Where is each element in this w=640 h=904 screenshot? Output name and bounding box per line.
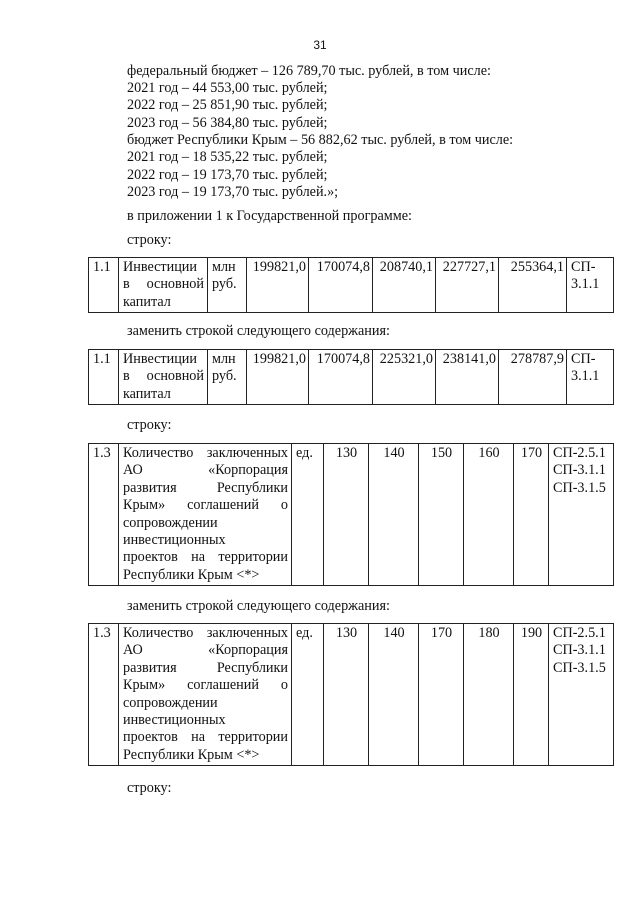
intro-line: бюджет Республики Крым – 56 882,62 тыс. рублей, в том числе: (127, 132, 514, 148)
value-cell: 227727,1 (436, 258, 499, 313)
value-cell: 160 (464, 444, 514, 586)
indicator-name (119, 444, 292, 586)
label-replace-1: заменить строкой следующего содержания: (127, 323, 390, 339)
row-number: 1.1 (89, 350, 119, 405)
name-line: Инвестиции (123, 351, 197, 367)
value-cell: 140 (369, 444, 419, 586)
name-line: инвестиционных (123, 712, 226, 729)
intro-line: 2022 год – 19 173,70 тыс. рублей; (127, 167, 328, 183)
value-cell: 199821,0 (247, 258, 309, 313)
value-cell: 255364,1 (499, 258, 567, 313)
label-replace-2: заменить строкой следующего содержания: (127, 598, 390, 614)
code-line: СП-3.1.5 (553, 659, 606, 676)
table-row-1-3-replacement (88, 623, 614, 766)
value-cell: 170074,8 (309, 258, 373, 313)
table-row (89, 350, 614, 405)
code-line: СП-3.1.1 (553, 642, 606, 659)
intro-line: 2022 год – 25 851,90 тыс. рублей; (127, 97, 328, 113)
code-line: СП- (571, 259, 596, 275)
unit-cell: ед. (292, 444, 324, 586)
name-line: Крым» соглашений о (123, 677, 288, 694)
row-number: 1.3 (89, 444, 119, 586)
name-line: в основной (123, 276, 204, 293)
intro-line: федеральный бюджет – 126 789,70 тыс. рублей, в том числе: (127, 63, 491, 79)
row-number: 1.3 (89, 624, 119, 766)
name-line: Республики Крым <*> (123, 566, 260, 583)
code-cell (549, 624, 614, 766)
name-line: развития Республики (123, 479, 288, 496)
name-line: развития Республики (123, 659, 288, 676)
name-line: Количество заключенных (123, 445, 288, 461)
table-row-1-1-original (88, 257, 614, 313)
code-cell (567, 258, 614, 313)
code-line: СП-2.5.1 (553, 625, 606, 641)
unit-line: млн (212, 259, 236, 275)
appendix-heading: в приложении 1 к Государственной программе: (127, 208, 412, 224)
value-cell: 208740,1 (373, 258, 436, 313)
code-line: СП-3.1.5 (553, 479, 606, 496)
value-cell: 225321,0 (373, 350, 436, 405)
intro-line: 2023 год – 56 384,80 тыс. рублей; (127, 115, 328, 131)
value-cell: 170 (514, 444, 549, 586)
name-line: сопровождении (123, 514, 218, 531)
code-line: 3.1.1 (571, 276, 600, 293)
table-row (89, 258, 614, 313)
value-cell: 140 (369, 624, 419, 766)
value-cell: 180 (464, 624, 514, 766)
name-line: Крым» соглашений о (123, 497, 288, 514)
name-line: капитал (123, 293, 171, 310)
indicator-name (119, 624, 292, 766)
name-line: проектов на территории (123, 549, 288, 566)
indicator-name (119, 350, 208, 405)
indicator-name (119, 258, 208, 313)
unit-cell (208, 350, 247, 405)
code-cell (567, 350, 614, 405)
value-cell: 190 (514, 624, 549, 766)
page-number: 31 (313, 38, 327, 52)
code-line: 3.1.1 (571, 368, 600, 385)
code-line: СП-2.5.1 (553, 445, 606, 461)
unit-line: руб. (212, 276, 237, 293)
name-line: АО «Корпорация (123, 462, 288, 479)
intro-line: 2021 год – 18 535,22 тыс. рублей; (127, 149, 328, 165)
unit-line: млн (212, 351, 236, 367)
unit-line: руб. (212, 368, 237, 385)
table-row-1-1-replacement (88, 349, 614, 405)
name-line: АО «Корпорация (123, 642, 288, 659)
table-row (89, 444, 614, 586)
name-line: Республики Крым <*> (123, 746, 260, 763)
row-number: 1.1 (89, 258, 119, 313)
name-line: инвестиционных (123, 532, 226, 549)
table-row (89, 624, 614, 766)
value-cell: 170 (419, 624, 464, 766)
name-line: сопровождении (123, 694, 218, 711)
table-row-1-3-original (88, 443, 614, 586)
name-line: Инвестиции (123, 259, 197, 275)
name-line: проектов на территории (123, 729, 288, 746)
value-cell: 150 (419, 444, 464, 586)
intro-line: 2021 год – 44 553,00 тыс. рублей; (127, 80, 328, 96)
value-cell: 130 (324, 624, 369, 766)
label-row-3: строку: (127, 780, 172, 796)
label-row-1: строку: (127, 232, 172, 248)
name-line: Количество заключенных (123, 625, 288, 641)
value-cell: 238141,0 (436, 350, 499, 405)
value-cell: 130 (324, 444, 369, 586)
code-line: СП-3.1.1 (553, 462, 606, 479)
code-cell (549, 444, 614, 586)
value-cell: 278787,9 (499, 350, 567, 405)
intro-line: 2023 год – 19 173,70 тыс. рублей.»; (127, 184, 339, 200)
unit-cell (208, 258, 247, 313)
unit-cell: ед. (292, 624, 324, 766)
name-line: в основной (123, 368, 204, 385)
value-cell: 199821,0 (247, 350, 309, 405)
value-cell: 170074,8 (309, 350, 373, 405)
label-row-2: строку: (127, 417, 172, 433)
code-line: СП- (571, 351, 596, 367)
name-line: капитал (123, 385, 171, 402)
